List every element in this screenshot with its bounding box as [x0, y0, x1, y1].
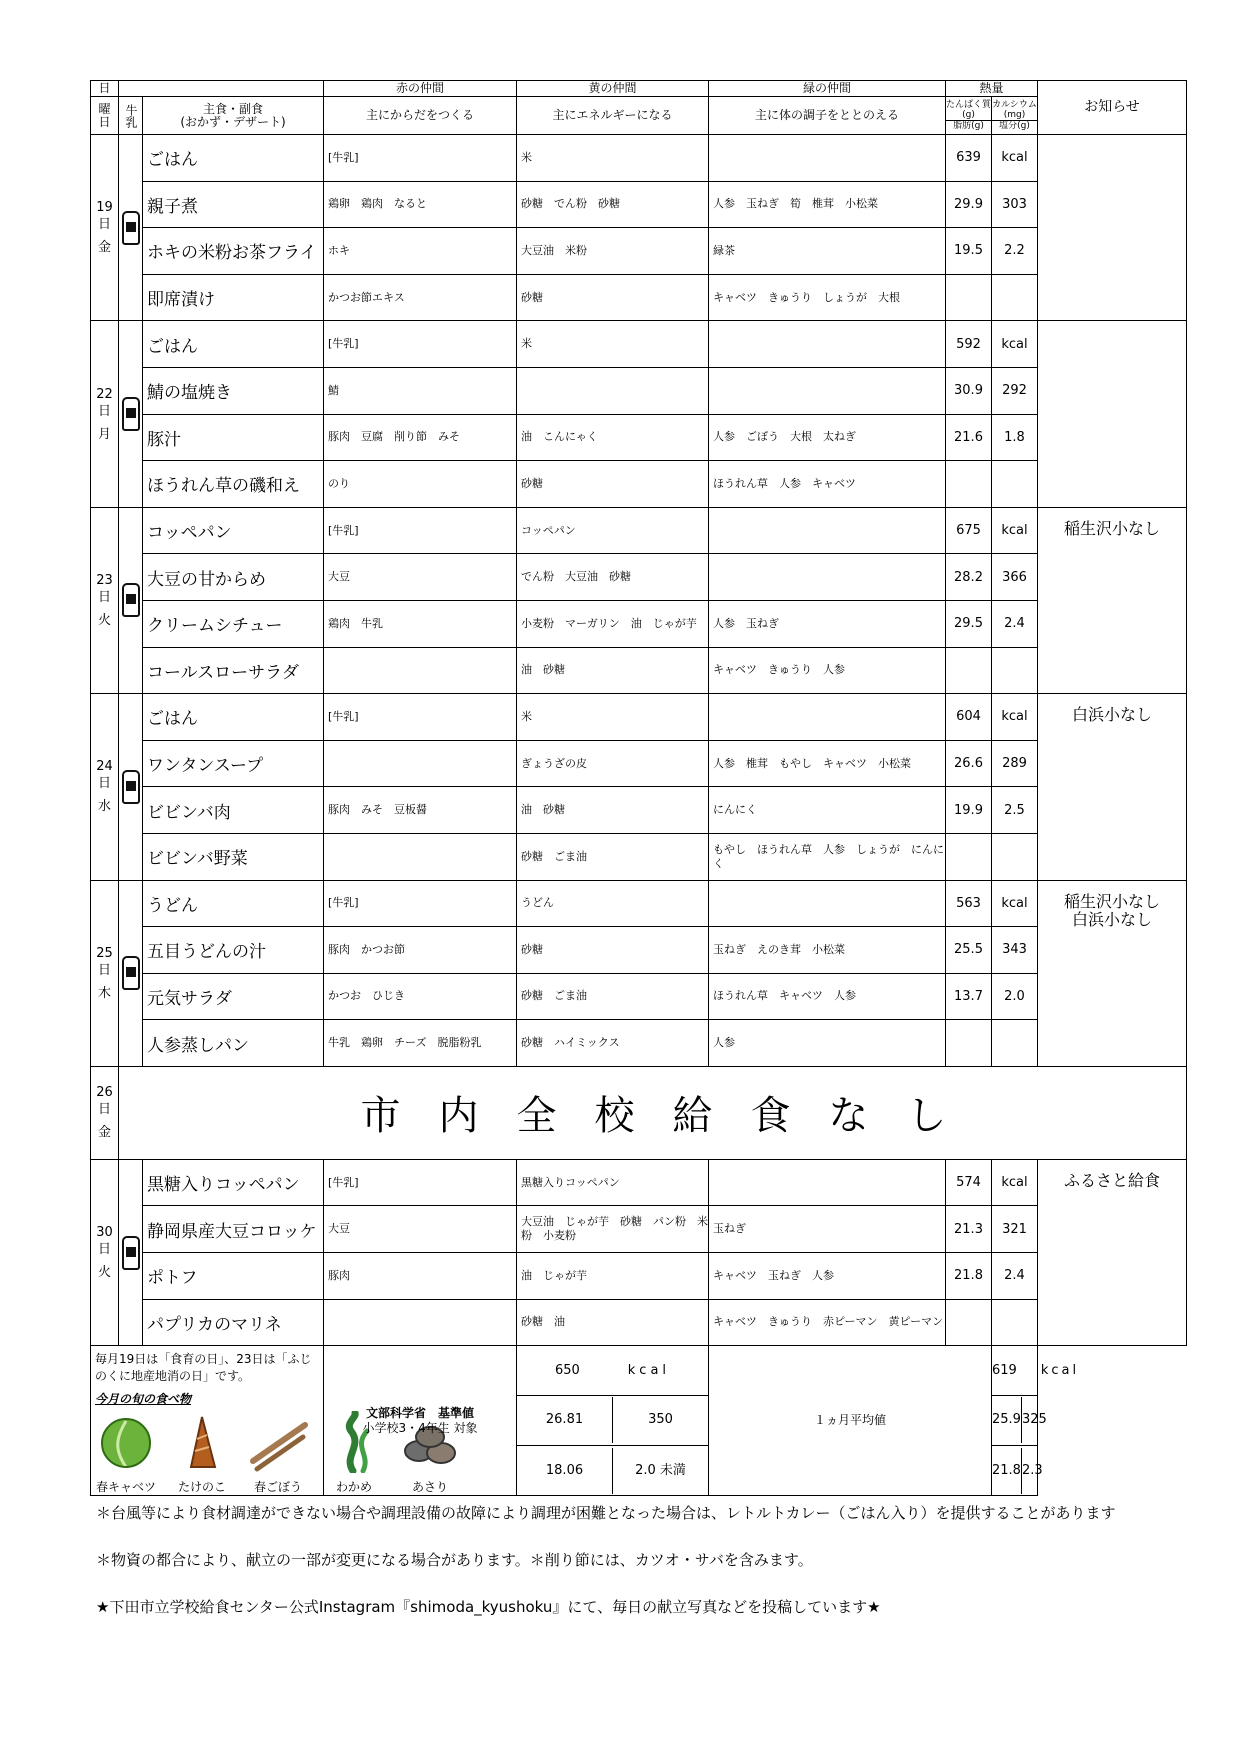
dish-name: 五目うどんの汁: [143, 927, 324, 974]
calcium-value: 321: [992, 1206, 1038, 1253]
ingredients-yellow: うどん: [517, 880, 709, 927]
day-label: 日: [97, 1242, 111, 1258]
ingredients-green: [709, 367, 946, 414]
ingredients-green: [709, 321, 946, 368]
standard-kcal-unit: kcal: [627, 1362, 671, 1378]
menu-table: [90, 80, 1187, 1496]
standard-kcal: [517, 1346, 709, 1395]
standard-protein: 26.81: [517, 1397, 613, 1443]
dish-name: ポトフ: [143, 1253, 324, 1300]
ingredients-green: [709, 554, 946, 601]
ingredients-red: 豚肉: [324, 1253, 517, 1300]
kcal-unit: kcal: [992, 321, 1038, 368]
salt-value: 2.4: [992, 1253, 1038, 1300]
ingredients-yellow: 砂糖: [517, 927, 709, 974]
ingredients-yellow: 砂糖 油: [517, 1299, 709, 1346]
protein-value: 30.9: [946, 367, 992, 414]
ingredients-green: キャベツ 玉ねぎ 人参: [709, 1253, 946, 1300]
ingredients-red: [324, 647, 517, 694]
ingredients-green: [709, 507, 946, 554]
day-cell: [91, 507, 119, 693]
header-milk: 牛乳: [119, 97, 143, 135]
ingredients-green: 人参 玉ねぎ: [709, 600, 946, 647]
kcal-value: 574: [946, 1159, 992, 1206]
kcal-unit: kcal: [992, 880, 1038, 927]
day-date: 24: [96, 759, 113, 775]
ingredients-green: [709, 135, 946, 182]
ingredients-yellow: でん粉 大豆油 砂糖: [517, 554, 709, 601]
notice-cell: 稲生沢小なし 白浜小なし: [1038, 880, 1187, 1066]
ingredients-red: かつお ひじき: [324, 973, 517, 1020]
ingredients-red: 豚肉 みそ 豆板醤: [324, 787, 517, 834]
kcal-value: 675: [946, 507, 992, 554]
day-label: 日: [97, 962, 111, 978]
dish-name: 親子煮: [143, 181, 324, 228]
kcal-value: 592: [946, 321, 992, 368]
dish-name: 元気サラダ: [143, 973, 324, 1020]
ingredients-yellow: 米: [517, 694, 709, 741]
header-nutrition: 熱量: [946, 81, 1038, 97]
burdock-icon: [247, 1411, 309, 1476]
ingredients-green: キャベツ きゅうり 人参: [709, 647, 946, 694]
cabbage-icon: [95, 1411, 157, 1476]
ingredients-red: [牛乳]: [324, 507, 517, 554]
dish-name: コールスローサラダ: [143, 647, 324, 694]
milk-cell: [119, 135, 143, 321]
ingredients-yellow: 黒糖入りコッペパン: [517, 1159, 709, 1206]
header-salt: 塩分(g): [992, 120, 1037, 131]
ingredients-green: 緑茶: [709, 228, 946, 275]
dish-name: ごはん: [143, 321, 324, 368]
header-date: 日: [91, 81, 119, 97]
food-day-text: 毎月19日は「食育の日」、23日は「ふじのくに地産地消の日」です。: [95, 1352, 312, 1384]
ingredients-green: ほうれん草 人参 キャベツ: [709, 461, 946, 508]
day-label: 日: [97, 589, 111, 605]
header-protein: たんぱく質(g): [946, 100, 992, 120]
fat-value: 13.7: [946, 973, 992, 1020]
standard-calcium: 350: [648, 1412, 673, 1428]
standard-kcal-value: 650: [554, 1362, 580, 1378]
season-item: [95, 1411, 157, 1495]
note-instagram: ★下田市立学校給食センター公式Instagram『shimoda_kyushoku』にて、毎日の献立写真などを投稿しています★: [96, 1598, 881, 1616]
milk-bottle-icon: [122, 583, 140, 617]
ingredients-yellow: 砂糖 でん粉 砂糖: [517, 181, 709, 228]
calcium-value: 289: [992, 740, 1038, 787]
protein-value: 25.5: [946, 927, 992, 974]
notice-cell: ふるさと給食: [1038, 1159, 1187, 1345]
salt-value: 2.0: [992, 973, 1038, 1020]
day-cell: [91, 694, 119, 880]
ingredients-yellow: 油 じゃが芋: [517, 1253, 709, 1300]
day-weekday: 木: [97, 985, 111, 1001]
calcium-value: 366: [992, 554, 1038, 601]
ingredients-red: [324, 740, 517, 787]
dish-name: ビビンバ野菜: [143, 833, 324, 880]
kcal-value: 639: [946, 135, 992, 182]
milk-bottle-icon: [122, 211, 140, 245]
header-day: 日: [98, 114, 111, 129]
dish-name: 静岡県産大豆コロッケ: [143, 1206, 324, 1253]
average-kcal-value: 619: [992, 1362, 1017, 1378]
day-date: 30: [96, 1225, 113, 1241]
season-item-label: 春ごぼう: [253, 1480, 302, 1495]
milk-bottle-icon: [122, 770, 140, 804]
day-label: 日: [97, 1102, 111, 1118]
day-label: 日: [97, 403, 111, 419]
ingredients-yellow: 小麦粉 マーガリン 油 じゃが芋: [517, 600, 709, 647]
kcal-value: 563: [946, 880, 992, 927]
ingredients-yellow: 砂糖 ごま油: [517, 833, 709, 880]
season-item: [171, 1411, 233, 1495]
ingredients-red: [牛乳]: [324, 1159, 517, 1206]
average-kcal: [992, 1346, 1080, 1395]
no-lunch-banner: 市内全校給食なし: [119, 1066, 1187, 1159]
day-date: 25: [96, 945, 113, 961]
salt-value: 1.8: [992, 414, 1038, 461]
kcal-value: 604: [946, 694, 992, 741]
calcium-value: 303: [992, 181, 1038, 228]
ingredients-green: もやし ほうれん草 人参 しょうが にんにく: [709, 833, 946, 880]
ingredients-red: [324, 833, 517, 880]
calcium-value: 292: [992, 367, 1038, 414]
milk-bottle-icon: [122, 956, 140, 990]
dish-name: 即席漬け: [143, 274, 324, 321]
fat-value: 19.5: [946, 228, 992, 275]
salt-value: 2.4: [992, 600, 1038, 647]
header-red-sub: 主にからだをつくる: [324, 97, 517, 135]
milk-cell: [119, 1159, 143, 1345]
day-date: 23: [96, 572, 113, 588]
dish-name: 人参蒸しパン: [143, 1020, 324, 1067]
season-item-label: わかめ: [335, 1480, 372, 1495]
standard-title: 文部科学省 基準値: [365, 1405, 474, 1420]
header-yellow-sub: 主にエネルギーになる: [517, 97, 709, 135]
season-item-label: あさり: [411, 1480, 448, 1495]
fat-value: 21.8: [946, 1253, 992, 1300]
header-green-group: 緑の仲間: [709, 81, 946, 97]
month-average-label: １ヵ月平均値: [709, 1346, 992, 1496]
ingredients-red: 豚肉 豆腐 削り節 みそ: [324, 414, 517, 461]
average-calcium: 325: [1021, 1412, 1047, 1428]
ingredients-yellow: 大豆油 米粉: [517, 228, 709, 275]
ingredients-green: 玉ねぎ えのき茸 小松菜: [709, 927, 946, 974]
ingredients-yellow: 砂糖: [517, 274, 709, 321]
kcal-unit: kcal: [992, 1159, 1038, 1206]
header-main-sub: (おかず・デザート): [180, 114, 286, 129]
calcium-value: 343: [992, 927, 1038, 974]
dish-name: ワンタンスープ: [143, 740, 324, 787]
day-cell: [91, 1159, 119, 1345]
ingredients-green: 人参: [709, 1020, 946, 1067]
ingredients-red: [324, 1299, 517, 1346]
standard-fat: 18.06: [517, 1448, 613, 1494]
day-weekday: 火: [97, 612, 111, 628]
milk-cell: [119, 507, 143, 693]
ingredients-red: 大豆: [324, 554, 517, 601]
dish-name: ビビンバ肉: [143, 787, 324, 834]
header-red-group: 赤の仲間: [324, 81, 517, 97]
dish-name: コッペパン: [143, 507, 324, 554]
dish-name: 大豆の甘からめ: [143, 554, 324, 601]
dish-name: パプリカのマリネ: [143, 1299, 324, 1346]
fat-value: 19.9: [946, 787, 992, 834]
day-weekday: 月: [97, 426, 111, 442]
ingredients-red: ホキ: [324, 228, 517, 275]
dish-name: ごはん: [143, 694, 324, 741]
ingredients-yellow: ぎょうざの皮: [517, 740, 709, 787]
ingredients-yellow: 砂糖 ごま油: [517, 973, 709, 1020]
dish-name: ホキの米粉お茶フライ: [143, 228, 324, 275]
milk-cell: [119, 321, 143, 507]
ingredients-green: [709, 694, 946, 741]
season-title: 今月の旬の食べ物: [95, 1392, 192, 1407]
season-item-label: 春キャベツ: [95, 1480, 156, 1495]
ingredients-yellow: コッペパン: [517, 507, 709, 554]
notice-cell: [1038, 321, 1187, 507]
day-date: 26: [96, 1085, 113, 1101]
dish-name: 黒糖入りコッペパン: [143, 1159, 324, 1206]
kcal-unit: kcal: [992, 507, 1038, 554]
ingredients-yellow: [517, 367, 709, 414]
header-notice: お知らせ: [1038, 81, 1187, 135]
header-yellow-group: 黄の仲間: [517, 81, 709, 97]
ingredients-green: ほうれん草 キャベツ 人参: [709, 973, 946, 1020]
day-cell: [91, 135, 119, 321]
dish-name: クリームシチュー: [143, 600, 324, 647]
standard-salt: 2.0 未満: [635, 1462, 686, 1478]
protein-value: 28.2: [946, 554, 992, 601]
day-weekday: 水: [97, 799, 111, 815]
kcal-unit: kcal: [992, 135, 1038, 182]
header-weekday: 曜: [98, 101, 111, 116]
day-label: 日: [97, 776, 111, 792]
ingredients-green: [709, 1159, 946, 1206]
ingredients-green: 人参 玉ねぎ 筍 椎茸 小松菜: [709, 181, 946, 228]
ingredients-red: のり: [324, 461, 517, 508]
dish-name: 豚汁: [143, 414, 324, 461]
day-date: 19: [96, 200, 113, 216]
ingredients-yellow: 油 砂糖: [517, 647, 709, 694]
dish-name: 鯖の塩焼き: [143, 367, 324, 414]
ingredients-red: [牛乳]: [324, 135, 517, 182]
ingredients-red: 牛乳 鶏卵 チーズ 脱脂粉乳: [324, 1020, 517, 1067]
header-calcium: カルシウム(mg): [992, 100, 1037, 120]
ingredients-red: 鶏卵 鶏肉 なると: [324, 181, 517, 228]
day-date: 22: [96, 386, 113, 402]
ingredients-red: [牛乳]: [324, 880, 517, 927]
header-green-sub: 主に体の調子をととのえる: [709, 97, 946, 135]
kcal-unit: kcal: [992, 694, 1038, 741]
note-supply: ＊物資の都合により、献立の一部が変更になる場合があります。＊削り節には、カツオ・サバを含みます。: [96, 1551, 813, 1569]
protein-value: 26.6: [946, 740, 992, 787]
header-fat: 脂肪(g): [946, 120, 991, 131]
ingredients-yellow: 大豆油 じゃが芋 砂糖 パン粉 米粉 小麦粉: [517, 1206, 709, 1253]
salt-value: 2.5: [992, 787, 1038, 834]
ingredients-red: 鯖: [324, 367, 517, 414]
ingredients-yellow: 砂糖 ハイミックス: [517, 1020, 709, 1067]
ingredients-yellow: 米: [517, 321, 709, 368]
notice-cell: 稲生沢小なし: [1038, 507, 1187, 693]
ingredients-red: かつお節エキス: [324, 274, 517, 321]
average-salt: 2.3: [1021, 1462, 1043, 1478]
notice-cell: 白浜小なし: [1038, 694, 1187, 880]
dish-name: ほうれん草の磯和え: [143, 461, 324, 508]
average-fat: 21.8: [992, 1448, 1022, 1494]
day-cell: [91, 1066, 119, 1159]
milk-cell: [119, 694, 143, 880]
ingredients-green: キャベツ きゅうり 赤ピーマン 黄ピーマン: [709, 1299, 946, 1346]
ingredients-green: 人参 椎茸 もやし キャベツ 小松菜: [709, 740, 946, 787]
day-cell: [91, 880, 119, 1066]
day-weekday: 火: [97, 1265, 111, 1281]
ingredients-green: [709, 880, 946, 927]
ingredients-green: 人参 ごぼう 大根 太ねぎ: [709, 414, 946, 461]
dish-name: うどん: [143, 880, 324, 927]
ingredients-red: 豚肉 かつお節: [324, 927, 517, 974]
bamboo-shoot-icon: [171, 1411, 233, 1476]
milk-bottle-icon: [122, 1236, 140, 1270]
salt-value: 2.2: [992, 228, 1038, 275]
season-item: [247, 1411, 309, 1495]
season-item-label: たけのこ: [177, 1480, 226, 1495]
ingredients-yellow: 米: [517, 135, 709, 182]
ingredients-yellow: 油 こんにゃく: [517, 414, 709, 461]
average-kcal-unit: kcal: [1040, 1362, 1080, 1378]
average-protein: 25.9: [992, 1397, 1022, 1443]
ingredients-yellow: 油 砂糖: [517, 787, 709, 834]
milk-cell: [119, 880, 143, 1066]
milk-bottle-icon: [122, 397, 140, 431]
day-label: 日: [97, 217, 111, 233]
ingredients-red: [牛乳]: [324, 694, 517, 741]
ingredients-red: 大豆: [324, 1206, 517, 1253]
day-weekday: 金: [97, 1125, 111, 1141]
ingredients-red: 鶏肉 牛乳: [324, 600, 517, 647]
notice-cell: [1038, 135, 1187, 321]
protein-value: 29.9: [946, 181, 992, 228]
ingredients-green: キャベツ きゅうり しょうが 大根: [709, 274, 946, 321]
day-weekday: 金: [97, 240, 111, 256]
header-main: 主食・副食: [202, 101, 263, 116]
fat-value: 29.5: [946, 600, 992, 647]
protein-value: 21.3: [946, 1206, 992, 1253]
note-typhoon: ＊台風等により食材調達ができない場合や調理設備の故障により調理が困難となった場合は、レトルトカレー（ごはん入り）を提供することがあります: [96, 1504, 1116, 1522]
ingredients-green: にんにく: [709, 787, 946, 834]
ingredients-red: [牛乳]: [324, 321, 517, 368]
day-cell: [91, 321, 119, 507]
fat-value: 21.6: [946, 414, 992, 461]
dish-name: ごはん: [143, 135, 324, 182]
standard-sub: 小学校3・4年生 対象: [362, 1420, 478, 1435]
ingredients-yellow: 砂糖: [517, 461, 709, 508]
ingredients-green: 玉ねぎ: [709, 1206, 946, 1253]
